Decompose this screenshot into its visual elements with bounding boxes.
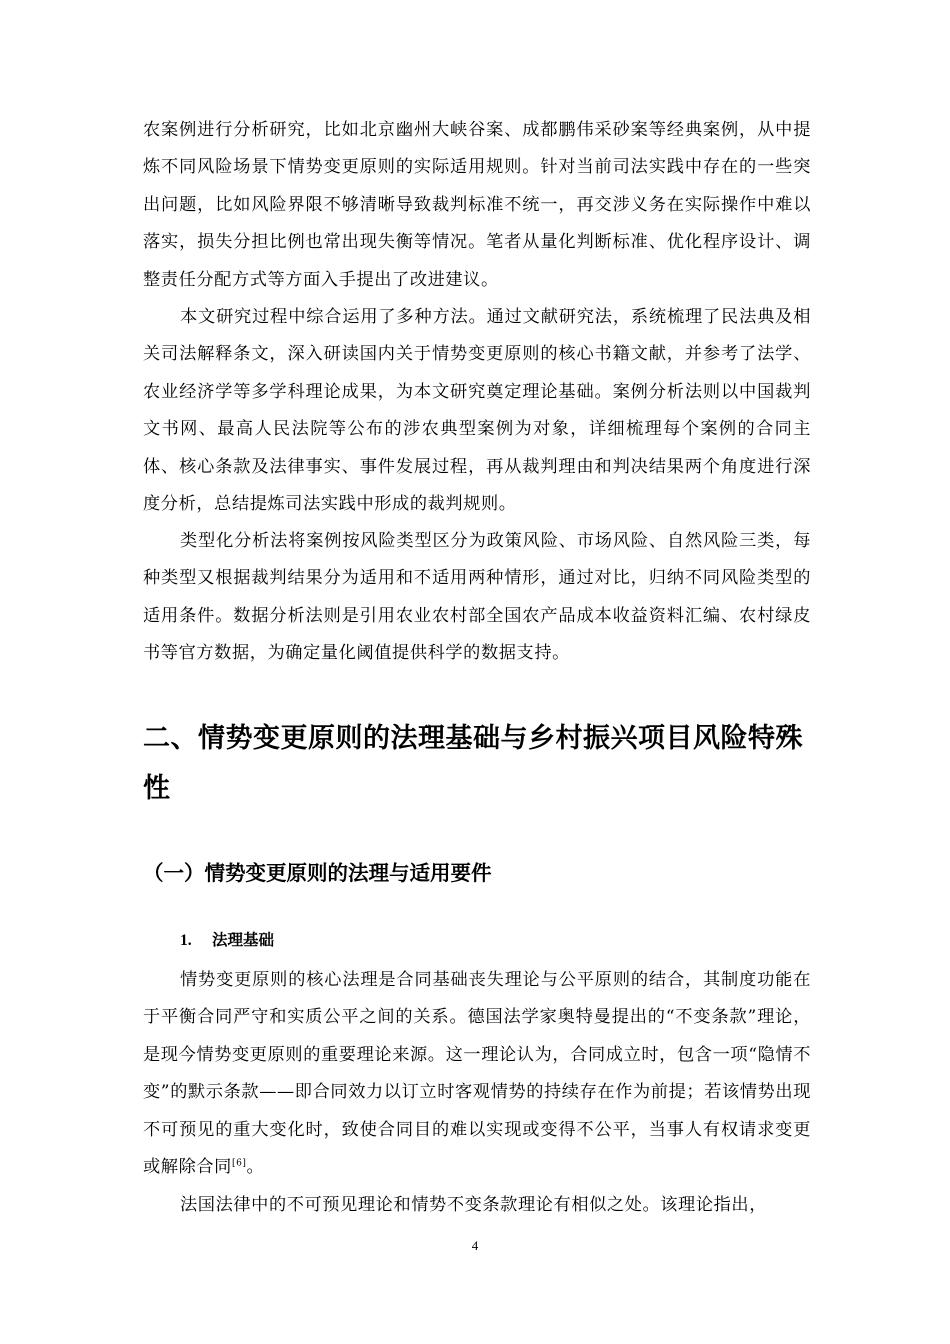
body-paragraph: 农案例进行分析研究，比如北京幽州大峡谷案、成都鹏伟采砂案等经典案例，从中提炼不同风险场景下情势变更原则的实际适用规则。针对当前司法实践中存在的一些突出问题，比如风险界限不够清晰导致裁判标准不统一，再交涉义务在实际操作中难以落实，损失分担比例也常出现失衡等情况。笔者从量化判断标准、优化程序设计、调整责任分配方式等方面入手提出了改进建议。 (143, 120, 811, 290)
section-heading: （一）情势变更原则的法理与适用要件 (143, 861, 492, 885)
page-number: 4 (471, 1238, 479, 1253)
paragraph-tail: 。 (246, 1157, 265, 1178)
citation-reference: [6] (231, 1158, 247, 1169)
subsection-heading (180, 928, 274, 953)
subsection-number: 1. (180, 932, 192, 949)
paragraph-text: 情势变更原则的核心法理是合同基础丧失理论与公平原则的结合，其制度功能在于平衡合同严守和实质公平之间的关系。德国法学家奥特曼提出的“不变条款”理论，是现今情势变更原则的重要理论来源。这一理论认为，合同成立时，包含一项“隐情不变”的默示条款——即合同效力以订立时客观情势的持续存在作为前提；若该情势出现不可预见的重大变化时，致使合同目的难以实现或变得不公平，当事人有权请求变更或解除合同 (143, 970, 811, 1178)
body-paragraph: 本文研究过程中综合运用了多种方法。通过文献研究法，系统梳理了民法典及相关司法解释条文，深入研读国内关于情势变更原则的核心书籍文献，并参考了法学、农业经济学等多学科理论成果，为本文研究奠定理论基础。案例分析法则以中国裁判文书网、最高人民法院等公布的涉农典型案例为对象，详细梳理每个案例的合同主体、核心条款及法律事实、事件发展过程，再从裁判理由和判决结果两个角度进行深度分析，总结提炼司法实践中形成的裁判规则。 (143, 307, 811, 515)
body-paragraph: 类型化分析法将案例按风险类型区分为政策风险、市场风险、自然风险三类，每种类型又根据裁判结果分为适用和不适用两种情形，通过对比，归纳不同风险类型的适用条件。数据分析法则是引用农业农村部全国农产品成本收益资料汇编、农村绿皮书等官方数据，为确定量化阈值提供科学的数据支持。 (143, 531, 811, 664)
body-paragraph: 法国法律中的不可预见理论和情势不变条款理论有相似之处。该理论指出， (180, 1195, 767, 1215)
body-paragraph (143, 962, 811, 1186)
chapter-heading: 二、情势变更原则的法理基础与乡村振兴项目风险特殊性 (143, 723, 803, 804)
subsection-title: 法理基础 (212, 931, 275, 949)
